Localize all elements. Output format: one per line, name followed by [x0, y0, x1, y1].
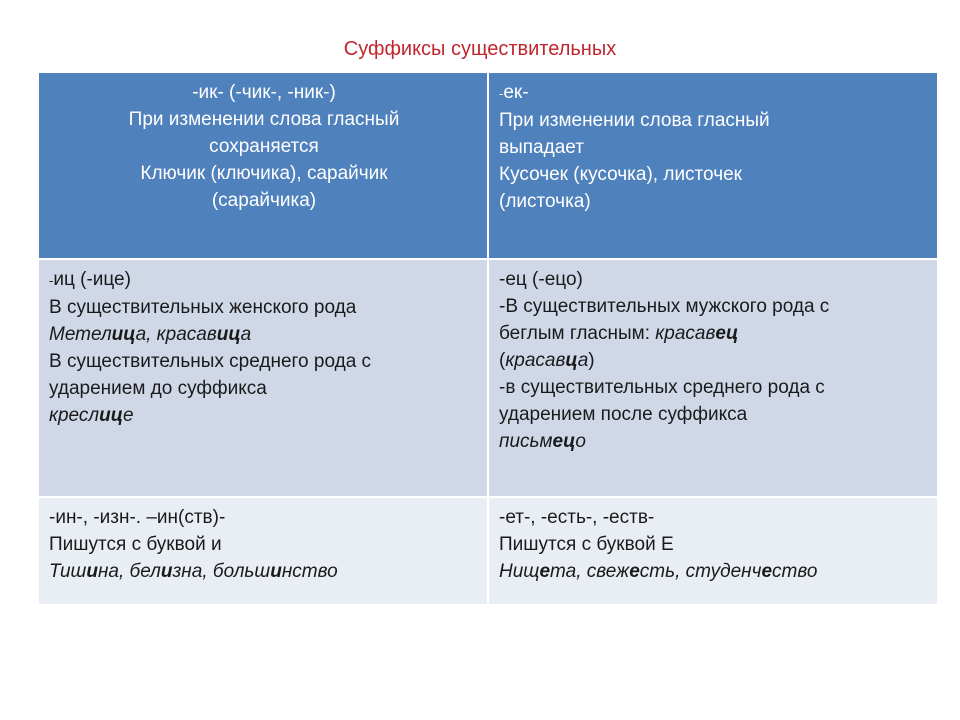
suffix-heading: -ет-, -есть-, -еств- [499, 507, 655, 528]
example-text: (сарайчика) [211, 190, 317, 211]
example-text: креслице [49, 405, 134, 426]
example-text: Тишина, белизна, большинство [49, 561, 338, 582]
header-cell-ik [39, 73, 487, 258]
cell-et [489, 498, 937, 604]
example-text: Кусочек (кусочка), листочек [499, 164, 742, 185]
suffix-heading: -ец (-ецо) [499, 269, 583, 290]
rule-text: При изменении слова гласный [128, 109, 400, 130]
suffix-heading: -ин-, -изн-. –ин(ств)- [49, 507, 226, 528]
example-text: Нищета, свежесть, студенчество [499, 561, 818, 582]
rule-text: беглым гласным: красавец [499, 323, 739, 344]
cell-its [39, 260, 487, 496]
cell-ets [489, 260, 937, 496]
rule-text: В существительных среднего рода с [49, 351, 372, 372]
rule-text: В существительных женского рода [49, 297, 357, 318]
rule-text: ударением после суффикса [499, 404, 748, 425]
example-text: (красавца) [499, 350, 595, 371]
example-text: письмецо [499, 431, 586, 452]
cell-in [39, 498, 487, 604]
suffix-heading: -ек- [499, 82, 529, 103]
example-text: Ключик (ключика), сарайчик [140, 163, 388, 184]
example-text: (листочка) [499, 191, 591, 212]
rule-text: При изменении слова гласный [499, 110, 770, 131]
rule-text: сохраняется [209, 136, 319, 157]
suffix-table [39, 73, 937, 604]
rule-text: -В существительных мужского рода с [499, 296, 830, 317]
rule-text: выпадает [499, 137, 584, 158]
rule-text: ударением до суффикса [49, 378, 267, 399]
rule-text: Пишутся с буквой и [49, 534, 222, 555]
rule-text: -в существительных среднего рода с [499, 377, 825, 398]
suffix-heading: -иц (-ице) [49, 269, 131, 290]
suffix-heading: -ик- (-чик-, -ник-) [192, 82, 336, 103]
header-cell-ek [489, 73, 937, 258]
slide-title: Суффиксы существительных [343, 38, 617, 60]
example-text: Метелица, красавица [49, 324, 252, 345]
rule-text: Пишутся с буквой Е [499, 534, 674, 555]
